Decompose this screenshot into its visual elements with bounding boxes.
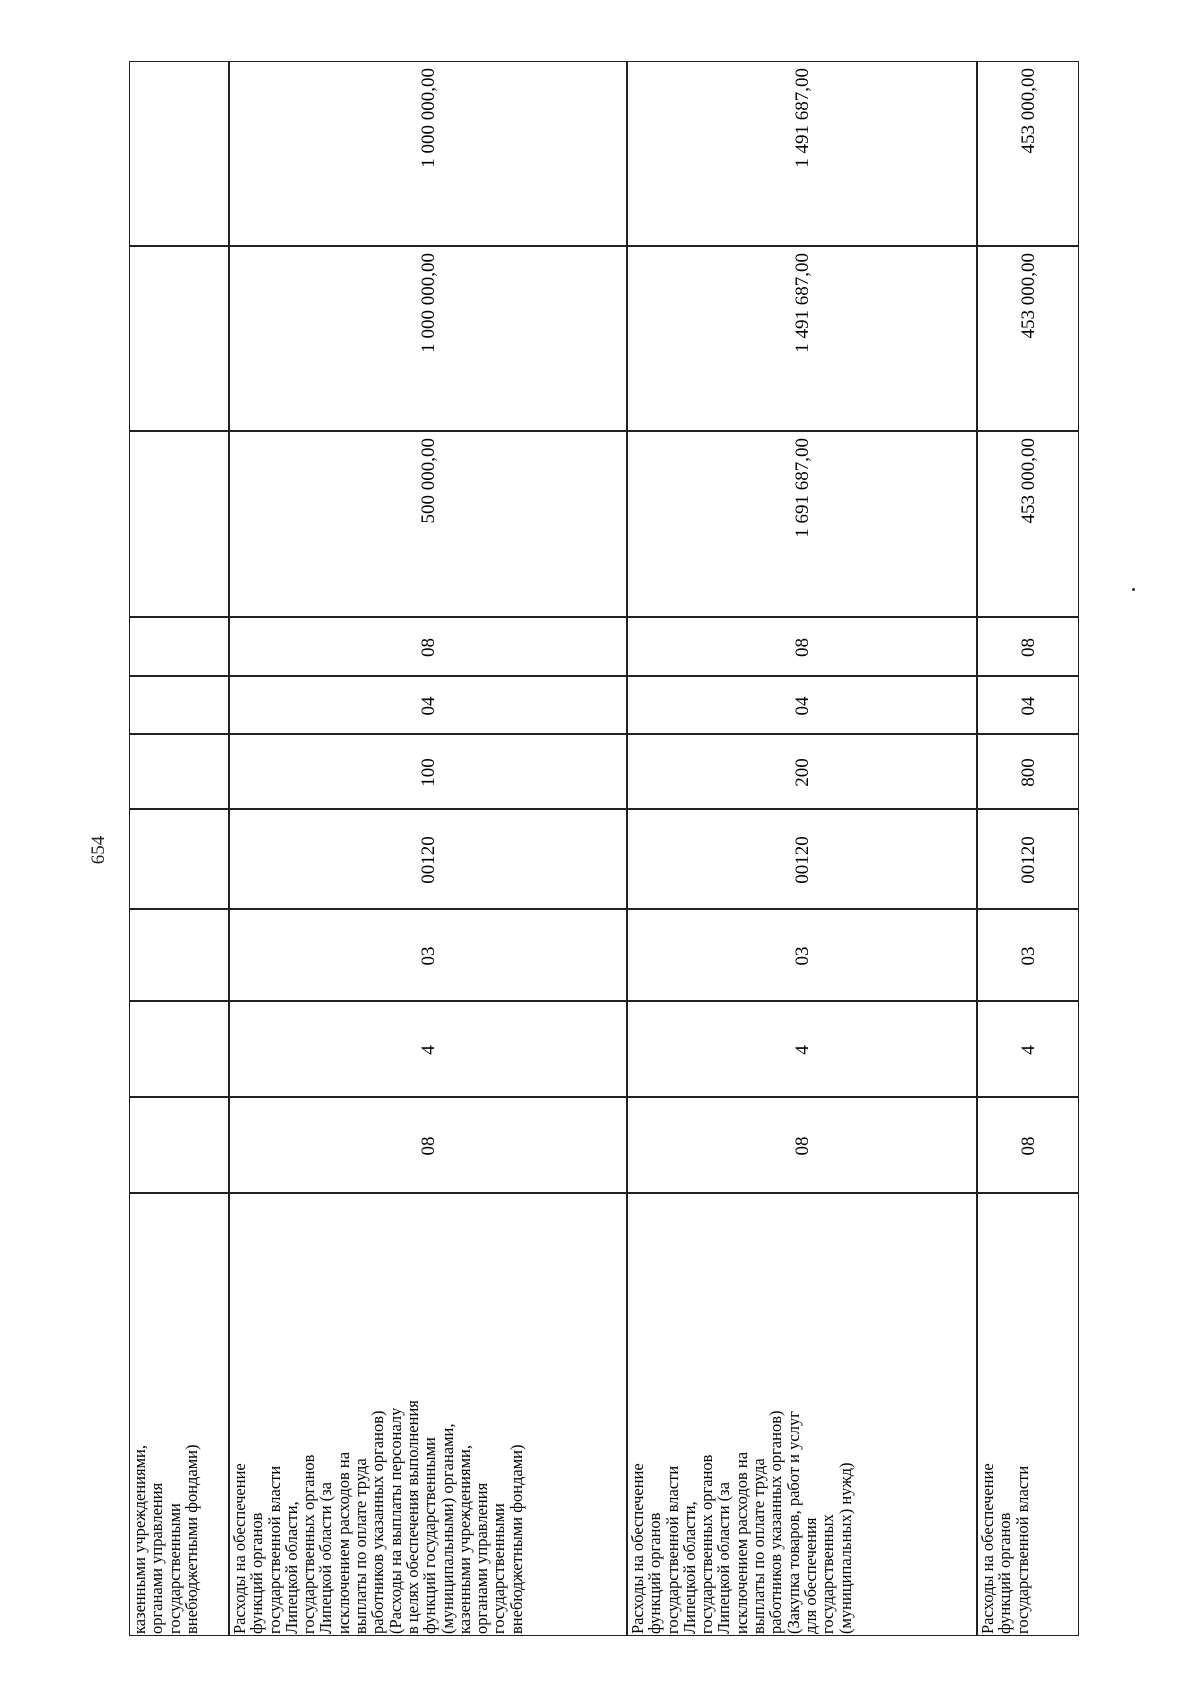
table-cell-amount3: [627, 61, 977, 246]
amount-value: 1 491 687,00: [792, 68, 813, 168]
table-cell-code7: [977, 617, 1079, 676]
table-cell-amount2: [229, 246, 627, 431]
description-line: государственных: [818, 1514, 838, 1634]
description-line: в целях обеспечения выполнения: [402, 1400, 422, 1634]
code-value: 03: [792, 946, 813, 966]
description-line: внебюджетными фондами): [506, 1444, 526, 1634]
table-cell-amount2: [627, 246, 977, 431]
description-line: для обеспечения: [800, 1517, 820, 1634]
code-value: 04: [418, 696, 439, 716]
table-cell-code6: [229, 676, 627, 734]
description-line: государственной власти: [1012, 1465, 1032, 1634]
table-cell-description: [229, 1193, 627, 1636]
description-line: функций органов: [995, 1512, 1015, 1634]
row-description: [230, 1194, 526, 1636]
description-line: государственных органов: [299, 1454, 319, 1634]
table-cell-code7: [129, 617, 229, 676]
description-line: Липецкой области,: [679, 1501, 699, 1634]
code-value: 04: [792, 696, 813, 716]
table-cell-code2: [229, 1001, 627, 1097]
table-cell-code2: [627, 1001, 977, 1097]
table-cell-amount2: [977, 246, 1079, 431]
description-line: органами управления: [472, 1482, 492, 1634]
table-cell-amount3: [229, 61, 627, 246]
amount-value: 1 691 687,00: [792, 438, 813, 538]
table-cell-code4: [229, 809, 627, 909]
table-cell-code4: [977, 809, 1079, 909]
code-value: 08: [1018, 1136, 1039, 1156]
description-line: выплаты по оплате труда: [749, 1458, 769, 1634]
description-line: Расходы на обеспечение: [978, 1463, 997, 1634]
table-cell-amount3: [129, 61, 229, 246]
code-value: 100: [418, 758, 439, 787]
code-value: 08: [792, 638, 813, 657]
description-line: государственной власти: [264, 1465, 284, 1634]
description-line: государственной власти: [662, 1465, 682, 1634]
code-value: 08: [418, 1136, 439, 1156]
code-value: 200: [792, 758, 813, 787]
amount-value: 453 000,00: [1018, 253, 1039, 339]
description-line: (муниципальных) нужд): [835, 1462, 855, 1634]
table-cell-code1: [977, 1097, 1079, 1193]
description-line: казенными учреждениями,: [454, 1445, 474, 1634]
description-line: Расходы на обеспечение: [628, 1463, 647, 1634]
description-line: функций государственными: [420, 1437, 440, 1634]
amount-value: 500 000,00: [418, 438, 439, 524]
table-cell-code2: [129, 1001, 229, 1097]
amount-value: 1 000 000,00: [418, 253, 439, 353]
description-line: Липецкой области (за: [714, 1481, 734, 1634]
table-cell-code2: [977, 1001, 1079, 1097]
table-cell-code4: [129, 809, 229, 909]
code-value: 4: [1018, 1045, 1039, 1055]
description-line: (Закупка товаров, работ и услуг: [783, 1411, 803, 1634]
table-cell-code6: [627, 676, 977, 734]
description-line: государственных органов: [697, 1454, 717, 1634]
table-cell-code7: [627, 617, 977, 676]
code-value: 00120: [792, 836, 813, 884]
description-line: Липецкой области (за: [316, 1481, 336, 1634]
row-description: [130, 1194, 201, 1636]
amount-value: 453 000,00: [1018, 438, 1039, 524]
description-line: внебюджетными фондами): [181, 1444, 201, 1634]
description-line: функций органов: [247, 1512, 267, 1634]
page-number: 654: [88, 835, 109, 865]
code-value: 00120: [1018, 836, 1039, 884]
code-value: 04: [1018, 696, 1039, 716]
table-cell-code6: [129, 676, 229, 734]
code-value: 08: [792, 1136, 813, 1156]
code-value: 08: [1018, 638, 1039, 657]
code-value: 03: [1018, 946, 1039, 966]
description-line: органами управления: [147, 1482, 167, 1634]
table-cell-code1: [627, 1097, 977, 1193]
table-cell-code6: [977, 676, 1079, 734]
description-line: исключением расходов на: [333, 1451, 353, 1634]
code-value: 03: [418, 946, 439, 966]
description-line: работников указанных органов): [368, 1410, 388, 1634]
description-line: (муниципальными) органами,: [437, 1423, 457, 1634]
table-cell-code7: [229, 617, 627, 676]
table-cell-code4: [627, 809, 977, 909]
table-cell-code5: [627, 734, 977, 809]
code-value: 4: [418, 1045, 439, 1055]
table-cell-amount1: [229, 431, 627, 617]
description-line: казенными учреждениями,: [130, 1445, 149, 1634]
table-cell-amount3: [977, 61, 1079, 246]
amount-value: 453 000,00: [1018, 68, 1039, 154]
code-value: 00120: [418, 836, 439, 884]
table-cell-code3: [229, 909, 627, 1001]
description-line: работников указанных органов): [766, 1410, 786, 1634]
budget-table-grid: [130, 62, 1080, 1637]
description-line: (Расходы на выплаты персоналу: [385, 1407, 405, 1634]
table-cell-amount2: [129, 246, 229, 431]
table-cell-code1: [129, 1097, 229, 1193]
table-cell-amount1: [977, 431, 1079, 617]
table-cell-code5: [229, 734, 627, 809]
table-cell-amount1: [129, 431, 229, 617]
amount-value: 1 000 000,00: [418, 68, 439, 168]
code-value: 800: [1018, 758, 1039, 787]
code-value: 4: [792, 1045, 813, 1055]
table-cell-description: [129, 1193, 229, 1636]
row-description: [978, 1194, 1032, 1636]
description-line: функций органов: [645, 1512, 665, 1634]
description-line: государственными: [489, 1503, 509, 1634]
table-cell-description: [627, 1193, 977, 1636]
amount-value: 1 491 687,00: [792, 253, 813, 353]
table-cell-code3: [627, 909, 977, 1001]
table-cell-code5: [129, 734, 229, 809]
scan-speck: [1132, 588, 1135, 591]
table-cell-code3: [129, 909, 229, 1001]
table-cell-code5: [977, 734, 1079, 809]
table-cell-code3: [977, 909, 1079, 1001]
table-cell-code1: [229, 1097, 627, 1193]
table-cell-description: [977, 1193, 1079, 1636]
code-value: 08: [418, 638, 439, 657]
description-line: выплаты по оплате труда: [351, 1458, 371, 1634]
description-line: Расходы на обеспечение: [230, 1463, 249, 1634]
table-cell-amount1: [627, 431, 977, 617]
description-line: государственными: [164, 1503, 184, 1634]
description-line: Липецкой области,: [281, 1501, 301, 1634]
row-description: [628, 1194, 855, 1636]
description-line: исключением расходов на: [731, 1451, 751, 1634]
